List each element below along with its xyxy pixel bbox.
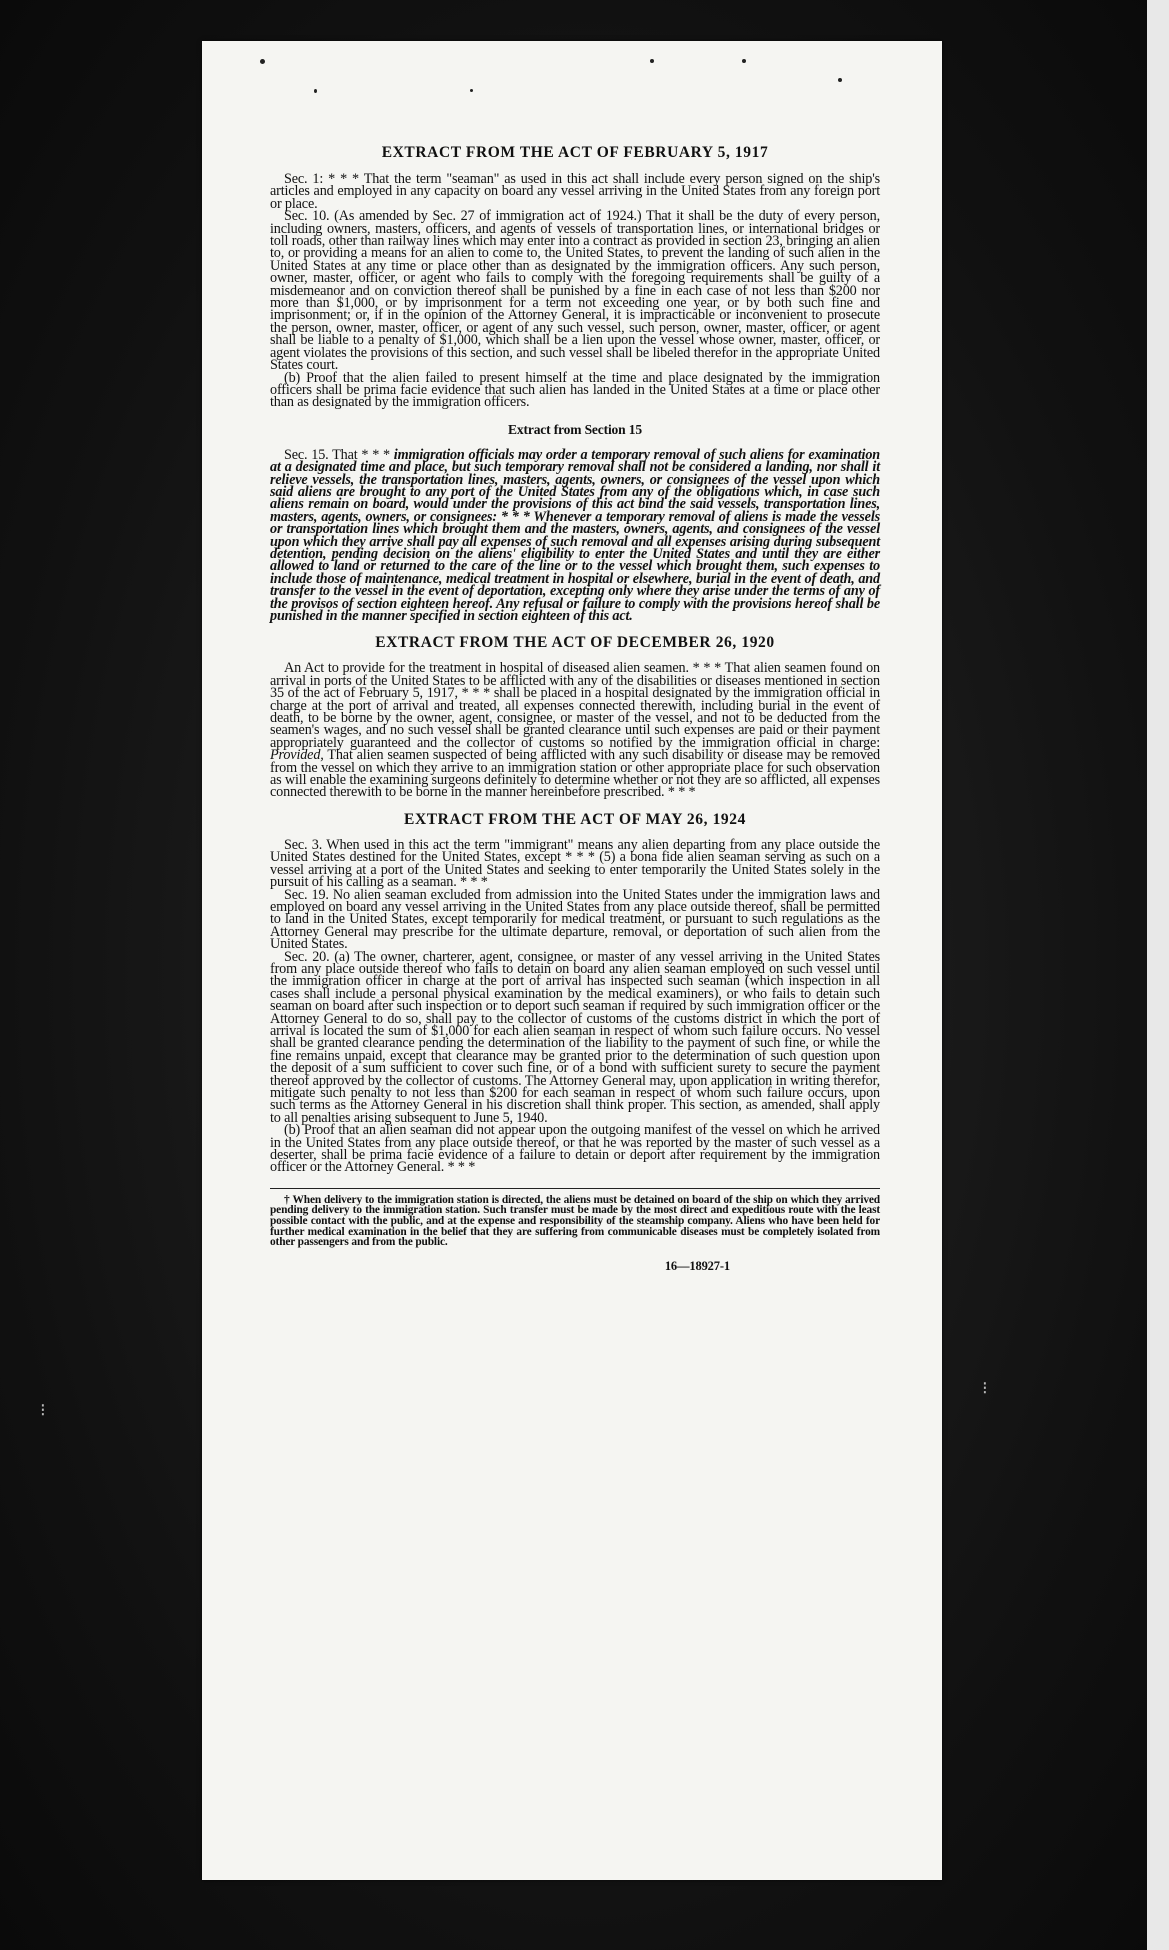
paragraph-sec-3: Sec. 3. When used in this act the term "immigrant" means any alien departing from any place outside the United States destined for the United States, except * * * (5) a bona fide alien seaman serving as such on a vessel arriving at a port of the United States and seeking to enter temporarily the United States solely in the pursuit of his calling as a seaman. * * *: [270, 836, 880, 891]
scan-artifact-left: ⁝: [40, 1400, 46, 1421]
speck: [314, 89, 317, 93]
sec-15-lead: Sec. 15. That * * *: [284, 446, 390, 463]
paragraph-sec-1: Sec. 1: * * * That the term "seaman" as used in this act shall include every person signed on the ship's articles and employed in any capacity on board any vessel arriving in the United States from any foreign port or place.: [270, 171, 880, 212]
speck: [650, 59, 654, 63]
heading-act-1924: EXTRACT FROM THE ACT OF MAY 26, 1924: [404, 810, 746, 828]
act-1920-text-b: That alien seamen suspected of being afflicted with any such disability or disease may be removed from the vessel on which they arrive to an immigration station or other appropriate place for such observation as will enable the examining surgeons definitely to determine whether or not they are so afflicted, all expenses connected therewith to be borne in the manner hereinbefore prescribed. * * *: [270, 747, 881, 801]
document-page: [202, 41, 942, 1880]
footnote-text: † When delivery to the immigration station is directed, the aliens must be detained on board of the ship on which they arrived pending delivery to the immigration station. Such transfer must be made by the most direct and expeditious route with the least possible contact with the public, and at the expense and responsibility of the steamship company. Aliens who have been held for further medical examination in the belief that they are suffering from communicable diseases must be completely isolated from other passengers and from the public.: [270, 1193, 880, 1249]
paragraph-sec-20: Sec. 20. (a) The owner, charterer, agent, consignee, or master of any vessel arriving in the United States from any place outside thereof who fails to detain on board any alien seaman employed on such vessel until the immigration officer in charge at the port of arrival has inspected such seaman (which inspection in all cases shall include a personal physical examination by the medical examiners), or who fails to detain such seaman on board after such inspection or to deport such seaman if required by such immigration officer or the Attorney General to do so, shall pay to the collector of customs of the customs district in which the port of arrival is located the sum of $1,000 for each alien seaman in respect of whom such failure occurs. No vessel shall be granted clearance pending the determination of the liability to the payment of such fine, or while the fine remains unpaid, except that clearance may be granted prior to the determination of such question upon the deposit of a sum sufficient to cover such fine, or of a bond with sufficient surety to secure the payment thereof approved by the collector of customs. The Attorney General may, upon application in writing therefor, mitigate such penalty to not less than $200 for each seaman in respect of whom such failure occurs, upon such terms as the Attorney General in his discretion shall think proper. This section, as amended, shall apply to all penalties arising subsequent to June 5, 1940.: [270, 948, 880, 1126]
scan-artifact-right: ⁝: [982, 1378, 988, 1399]
speck: [470, 89, 473, 92]
act-1920-text-a: An Act to provide for the treatment in hospital of diseased alien seamen. * * * That alien seamen found on arrival in ports of the United States to be afflicted with any of the disabilities or diseases mentioned in section 35 of the act of February 5, 1917, * * * shall be placed in a hospital designated by the immigration official in charge at the port of arrival and treated, all expenses connected therewith, including burial in the event of death, to be borne by the owner, agent, consignee, or master of the vessel, and not to be deducted from the seamen's wages, and no such vessel shall be granted clearance until such expenses are paid or their payment appropriately guaranteed and the collector of customs so notified by the immigration official in charge:: [270, 660, 880, 751]
heading-section-15: Extract from Section 15: [508, 421, 642, 437]
act-1920-provided: Provided,: [270, 747, 324, 764]
paragraph-sec-10: Sec. 10. (As amended by Sec. 27 of immigration act of 1924.) That it shall be the duty of every person, including owners, masters, officers, and agents of vessels of transportation lines, or international bridges or toll roads, other than railway lines which may enter into a contract as provided in section 23, bringing an alien to, or providing a means for an alien to come to, the United States, to prevent the landing of such alien in the United States at any time or place other than as designated by the immigration officers. Any such person, owner, master, officer, or agent who fails to comply with the foregoing requirements shall be guilty of a misdemeanor and on conviction thereof shall be punished by a fine in each case of not less than $200 nor more than $1,000, or by imprisonment for a term not exceeding one year, or by both such fine and imprisonment; or, if in the opinion of the Attorney General, it is impracticable or inconvenient to prosecute the person, owner, master, officer, or agent of any such vessel, such person, owner, master, officer, or agent shall be liable to a penalty of $1,000, which shall be a lien upon the vessel whose owner, master, officer, or agent violates the provisions of this section, and such vessel shall be libeled therefor in the appropriate United States court.: [270, 208, 880, 374]
speck: [838, 78, 842, 82]
speck: [742, 59, 746, 63]
form-code: 16—18927-1: [664, 1258, 730, 1273]
heading-act-1920: EXTRACT FROM THE ACT OF DECEMBER 26, 1920: [375, 634, 775, 652]
speck: [260, 59, 265, 64]
paragraph-sec-20-b: (b) Proof that an alien seaman did not appear upon the outgoing manifest of the vessel on which he arrived in the United States from any place outside thereof, or that he was reported by the master of such vessel as a deserter, shall be prima facie evidence of a failure to detain or deport after requirement by the immigration officer or the Attorney General. * * *: [270, 1122, 880, 1176]
heading-act-1917: EXTRACT FROM THE ACT OF FEBRUARY 5, 1917: [381, 144, 769, 161]
scanner-edge: [1147, 0, 1169, 1950]
document-body: [270, 145, 880, 1272]
paragraph-act-1920: [270, 660, 881, 801]
paragraph-sec-15: [270, 446, 881, 624]
sec-15-text: immigration officials may order a temporary removal of such aliens for examination at a designated time and place, but such temporary removal shall not be considered a landing, nor shall it relieve vessels, the transportation lines, masters, agents, owners, or consignees of the vessel upon which said aliens are brought to any port of the United States from any of the obligations which, in case such aliens remain on board, would under the provisions of this act bind the said vessels, transportation lines, masters, agents, owners, or consignees: * * * Whenever a temporary removal of aliens is made the vessels or transportation lines which brought them and the masters, owners, agents, and consignees of the vessel upon which they arrive shall pay all expenses of such removal and all expenses arising during subsequent detention, pending decision on the aliens' eligibility to enter the United States and until they are either allowed to land or returned to the care of the line or to the vessel which brought them, such expenses to include those of maintenance, medical treatment in hospital or elsewhere, burial in the event of death, and transfer to the vessel in the event of deportation, excepting only where they arise under the terms of any of the provisos of section eighteen hereof. Any refusal or failure to comply with the provisions hereof shall be punished in the manner specified in section eighteen of this act.: [270, 446, 881, 624]
footnote: [270, 1188, 880, 1248]
paragraph-sec-10-b: (b) Proof that the alien failed to present himself at the time and place designated by the immigration officers shall be prima facie evidence that such alien has landed in the United States at a time or place other than as designated by the immigration officers.: [270, 369, 880, 411]
paragraph-sec-19: Sec. 19. No alien seaman excluded from admission into the United States under the immigration laws and employed on board any vessel arriving in the United States from any place outside thereof, shall be permitted to land in the United States, except temporarily for medical treatment, or pursuant to such regulations as the Attorney General may prescribe for the ultimate departure, removal, or deportation of such alien from the United States.: [270, 886, 880, 953]
